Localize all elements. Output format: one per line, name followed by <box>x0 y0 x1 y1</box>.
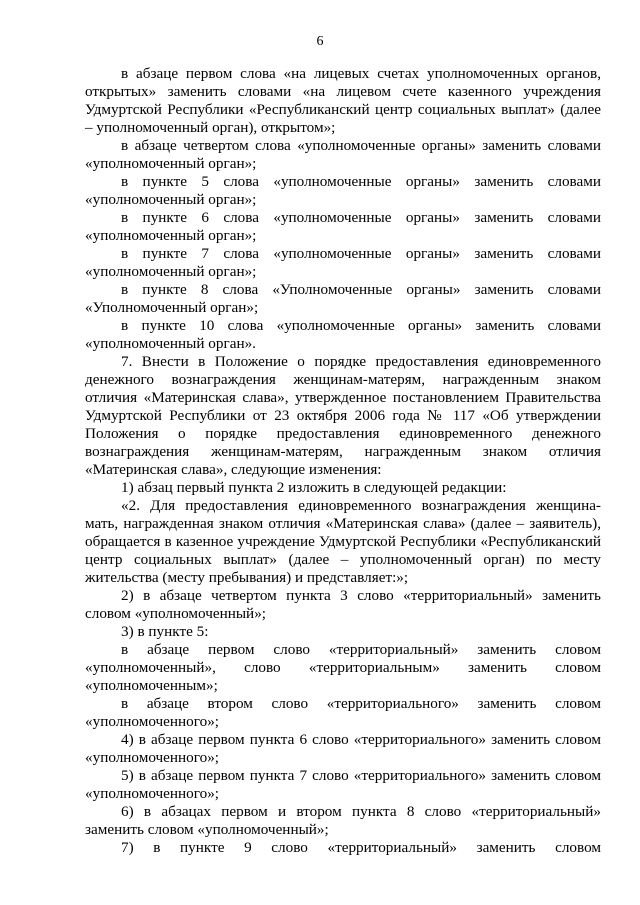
paragraph: 7) в пункте 9 слово «территориальный» заменить словом <box>121 839 601 856</box>
paragraph: в пункте 5 слова «уполномоченные органы» заменить словами «уполномоченный орган»; <box>85 173 601 208</box>
paragraph: в пункте 10 слова «уполномоченные органы» заменить словами «уполномоченный орган». <box>85 317 601 352</box>
paragraph: 3) в пункте 5: <box>121 623 209 640</box>
paragraph: «2. Для предоставления единовременного вознаграждения женщина-мать, награжденная знаком отличия «Материнская слава» (далее – заявитель), обращается в казенное учреждение Удмуртской Республики «Республиканский центр социальных выплат» (далее – уполномоченный орган) по месту жительства (месту пребывания) и представляет:»; <box>85 497 601 586</box>
paragraph: 1) абзац первый пункта 2 изложить в следующей редакции: <box>121 479 507 496</box>
paragraph: 5) в абзаце первом пункта 7 слово «территориального» заменить словом «уполномоченного»; <box>85 767 601 802</box>
paragraph: в пункте 7 слова «уполномоченные органы» заменить словами «уполномоченный орган»; <box>85 245 601 280</box>
page-number: 6 <box>316 34 324 49</box>
paragraph: 4) в абзаце первом пункта 6 слово «территориального» заменить словом «уполномоченного»; <box>85 731 601 766</box>
document-body <box>85 65 601 857</box>
paragraph: 7. Внести в Положение о порядке предоставления единовременного денежного вознаграждения женщинам-матерям, награжденным знаком отличия «Материнская слава», утвержденное постановлением Правительства Удмуртской Республики от 23 октября 2006 года № 117 «Об утверждении Положения о порядке предоставления единовременного денежного вознаграждения женщинам-матерям, награжденным знаком отличия «Материнская слава», следующие изменения: <box>85 353 601 478</box>
paragraph: в абзаце первом слово «территориальный» заменить словом «уполномоченный», слово «территориальным» заменить словом «уполномоченным»; <box>85 641 601 694</box>
paragraph: в пункте 6 слова «уполномоченные органы» заменить словами «уполномоченный орган»; <box>85 209 601 244</box>
paragraph: в пункте 8 слова «Уполномоченные органы» заменить словами «Уполномоченный орган»; <box>85 281 601 316</box>
paragraph: 2) в абзаце четвертом пункта 3 слово «территориальный» заменить словом «уполномоченный»; <box>85 587 601 622</box>
paragraph: в абзаце первом слова «на лицевых счетах уполномоченных органов, открытых» заменить словами «на лицевом счете казенного учреждения Удмуртской Республики «Республиканский центр социальных выплат» (далее – уполномоченный орган), открытом»; <box>85 65 601 136</box>
paragraph: 6) в абзацах первом и втором пункта 8 слово «территориальный» заменить словом «уполномоченный»; <box>85 803 601 838</box>
paragraph: в абзаце четвертом слова «уполномоченные органы» заменить словами «уполномоченный орган»; <box>85 137 601 172</box>
paragraph: в абзаце втором слово «территориального» заменить словом «уполномоченного»; <box>85 695 601 730</box>
